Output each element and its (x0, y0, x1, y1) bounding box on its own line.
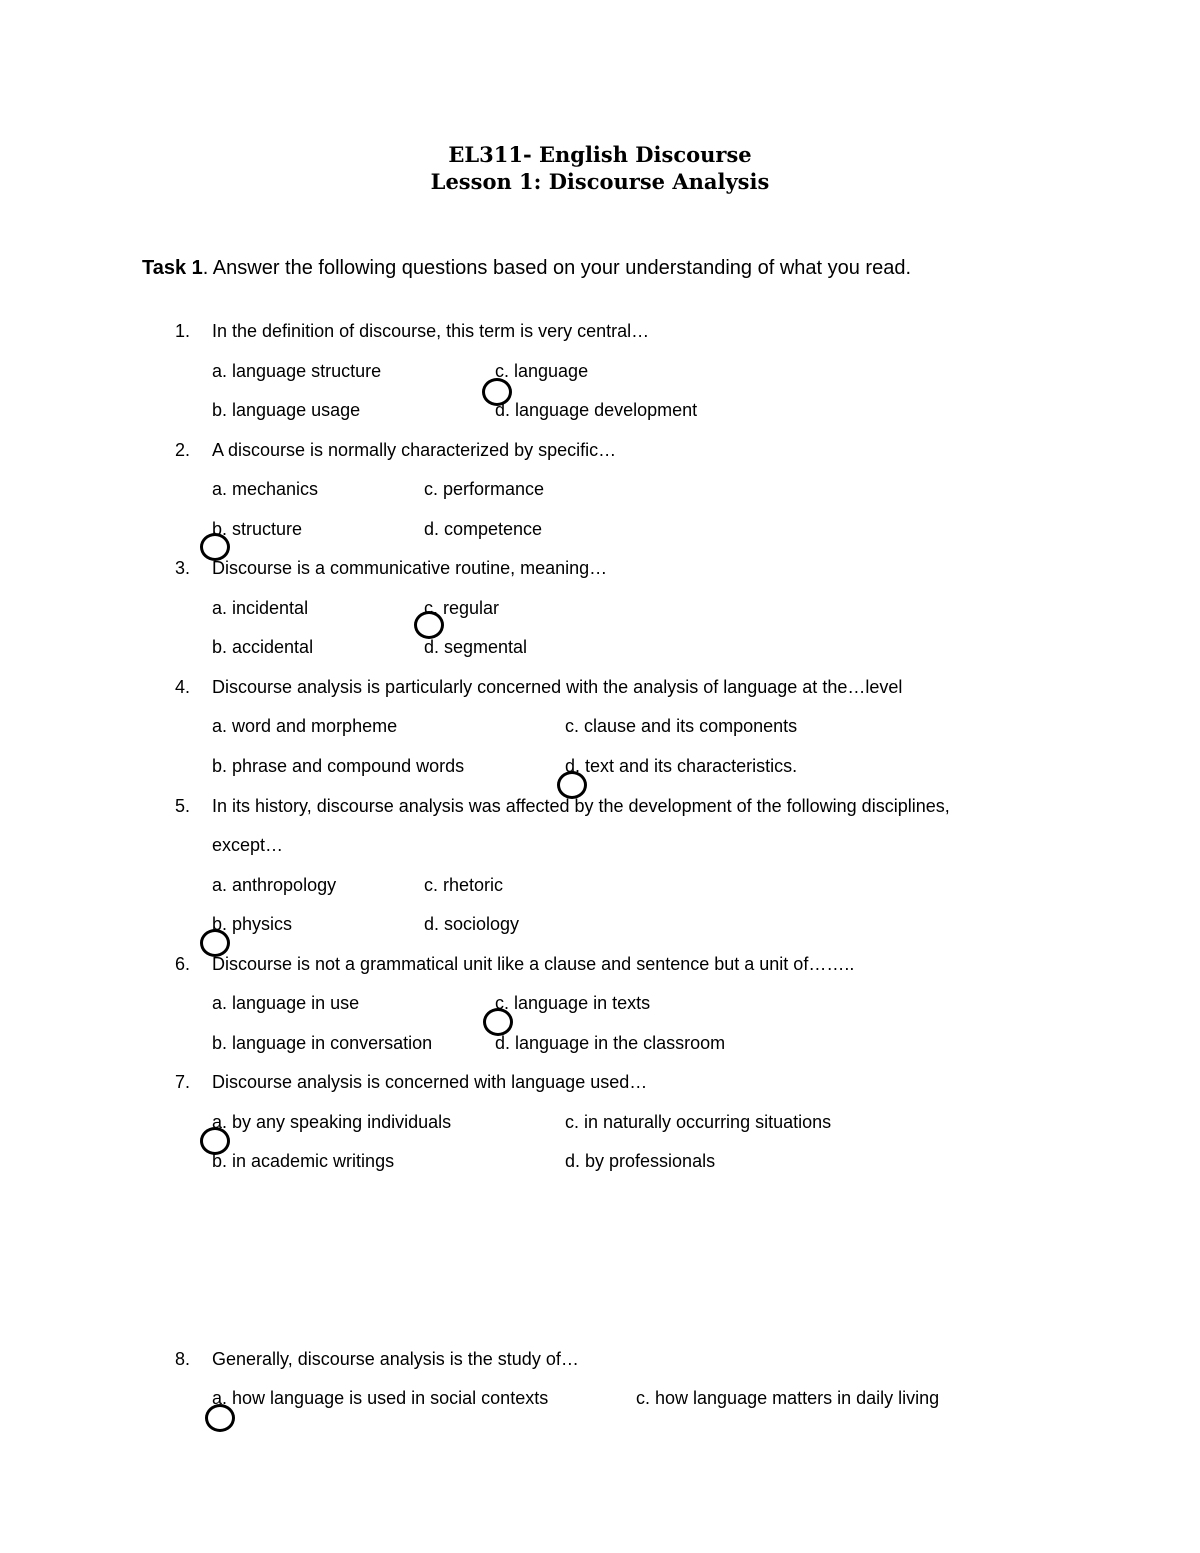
option-c[interactable]: c. rhetoric (424, 875, 504, 895)
option-b[interactable]: b. structure (212, 519, 303, 539)
question-stem: A discourse is normally characterized by specific… (212, 440, 617, 460)
question-stem: In the definition of discourse, this term is very central… (212, 321, 650, 341)
option-c[interactable]: c. language in texts (495, 993, 651, 1013)
answer-circle-mark (482, 378, 512, 406)
question-number: 6. (175, 954, 191, 974)
course-title: EL311- English Discourse (448, 142, 752, 167)
question-stem: Generally, discourse analysis is the study of… (212, 1349, 579, 1369)
option-a[interactable]: a. how language is used in social contexts (212, 1388, 549, 1408)
option-a[interactable]: a. anthropology (212, 875, 337, 895)
answer-circle-mark (557, 771, 587, 799)
option-c[interactable]: c. language (495, 361, 589, 381)
option-b[interactable]: b. language in conversation (212, 1033, 433, 1053)
question-stem: Discourse analysis is concerned with language used… (212, 1072, 648, 1092)
question-stem: In its history, discourse analysis was affected by the development of the following disciplines, (212, 796, 950, 816)
question-number: 4. (175, 677, 191, 697)
option-b[interactable]: b. physics (212, 914, 293, 934)
option-d[interactable]: d. language development (495, 400, 698, 420)
option-c[interactable]: c. in naturally occurring situations (565, 1112, 832, 1132)
option-d[interactable]: d. segmental (424, 637, 528, 657)
option-a[interactable]: a. language in use (212, 993, 360, 1013)
option-c[interactable]: c. regular (424, 598, 500, 618)
option-c[interactable]: c. clause and its components (565, 716, 798, 736)
option-d[interactable]: d. competence (424, 519, 543, 539)
question-number: 3. (175, 558, 191, 578)
option-c[interactable]: c. how language matters in daily living (636, 1388, 940, 1408)
option-a[interactable]: a. language structure (212, 361, 382, 381)
question-number: 8. (175, 1349, 191, 1369)
question-number: 5. (175, 796, 191, 816)
option-a[interactable]: a. incidental (212, 598, 309, 618)
question-number: 2. (175, 440, 191, 460)
answer-circle-mark (414, 611, 444, 639)
question-stem-continued: except… (212, 835, 284, 855)
option-d[interactable]: d. by professionals (565, 1151, 716, 1171)
task-text: . Answer the following questions based on your understanding of what you read. (202, 257, 912, 279)
question-number: 1. (175, 321, 191, 341)
question-stem: Discourse is not a grammatical unit like a clause and sentence but a unit of…….. (212, 954, 855, 974)
answer-circle-mark (200, 1127, 230, 1155)
question-stem: Discourse analysis is particularly concerned with the analysis of language at the…level (212, 677, 903, 697)
option-b[interactable]: b. accidental (212, 637, 314, 657)
option-b[interactable]: b. language usage (212, 400, 361, 420)
option-b[interactable]: b. in academic writings (212, 1151, 395, 1171)
question-number: 7. (175, 1072, 191, 1092)
answer-circle-mark (205, 1404, 235, 1432)
option-d[interactable]: d. language in the classroom (495, 1033, 726, 1053)
option-c[interactable]: c. performance (424, 479, 545, 499)
question-stem: Discourse is a communicative routine, meaning… (212, 558, 608, 578)
answer-circle-mark (200, 533, 230, 561)
option-a[interactable]: a. word and morpheme (212, 716, 398, 736)
option-d[interactable]: d. text and its characteristics. (565, 756, 798, 776)
answer-circle-mark (483, 1008, 513, 1036)
option-a[interactable]: a. mechanics (212, 479, 319, 499)
option-b[interactable]: b. phrase and compound words (212, 756, 465, 776)
option-a[interactable]: a. by any speaking individuals (212, 1112, 452, 1132)
answer-circle-mark (200, 929, 230, 957)
option-d[interactable]: d. sociology (424, 914, 520, 934)
task-instruction (142, 257, 911, 280)
task-label: Task 1 (142, 257, 203, 279)
lesson-title: Lesson 1: Discourse Analysis (430, 169, 770, 194)
